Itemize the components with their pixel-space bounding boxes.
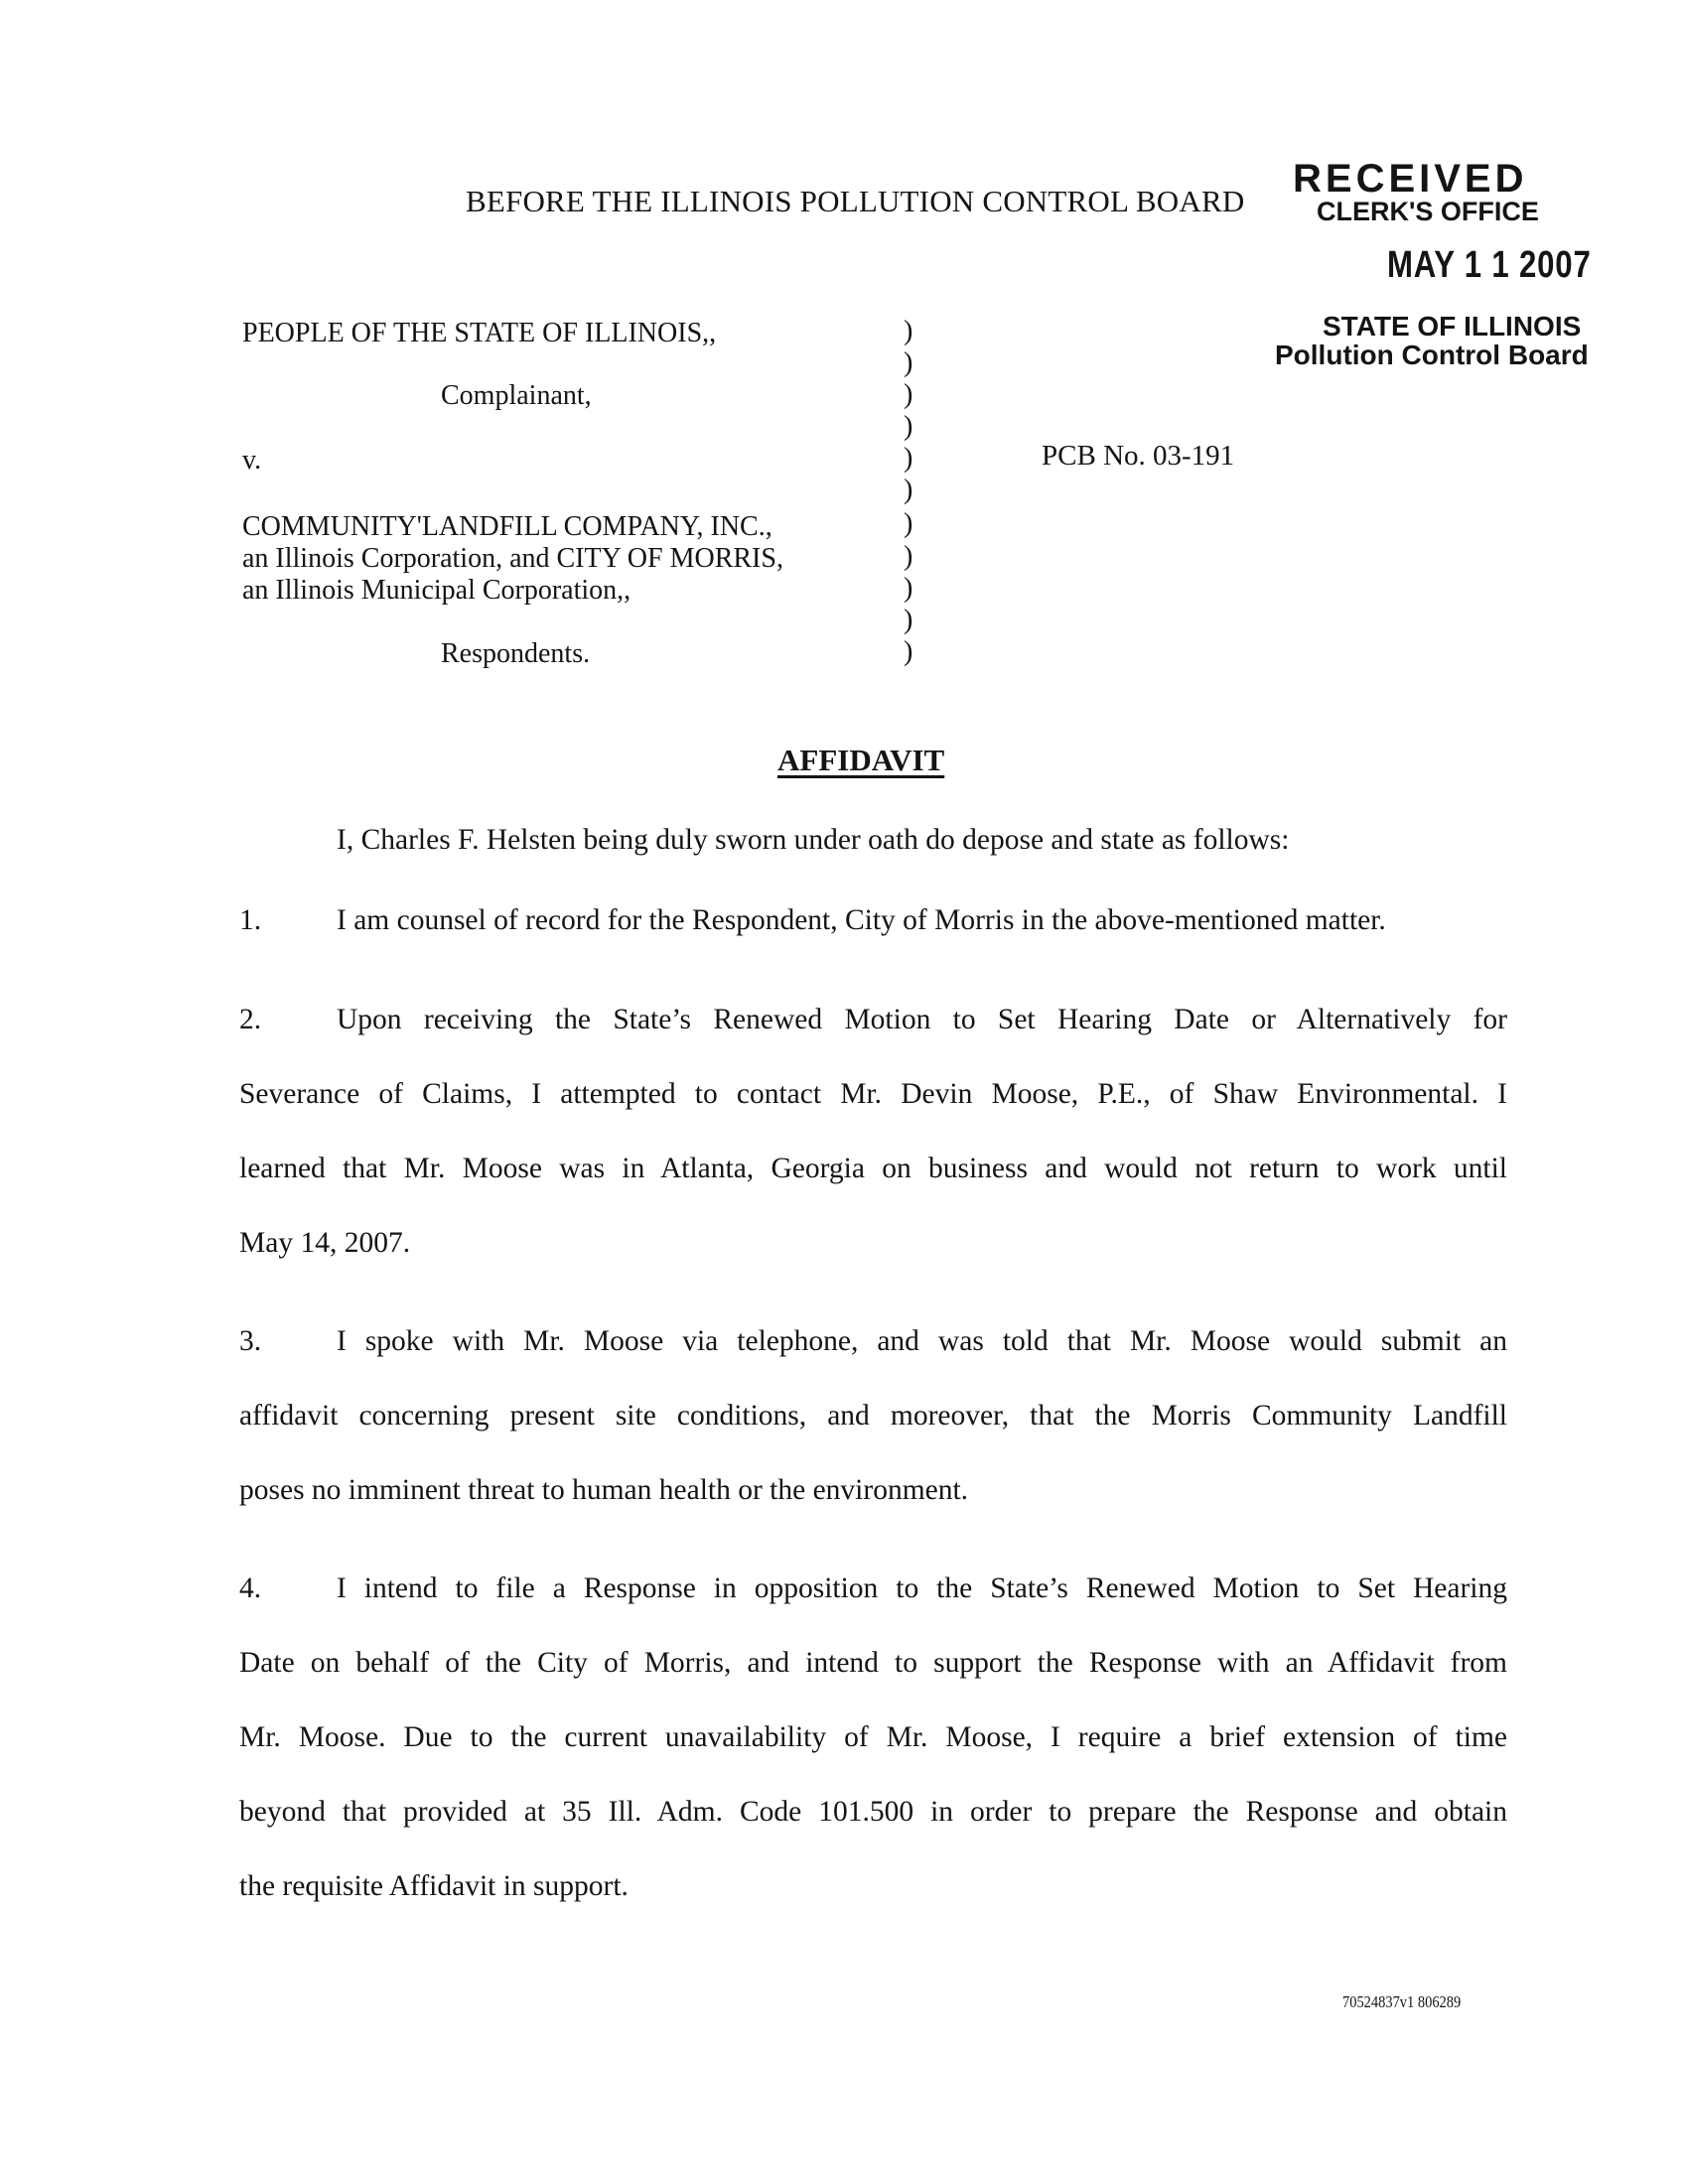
paragraph-line: May 14, 2007. bbox=[239, 1227, 411, 1259]
paragraph-line: beyond that provided at 35 Ill. Adm. Code 101.500 in order to prepare the Response and obtain bbox=[239, 1796, 1507, 1828]
paren: ) bbox=[904, 636, 913, 667]
paragraph-number: 1. bbox=[239, 904, 262, 936]
paren: ) bbox=[904, 475, 913, 505]
paragraph-4 bbox=[239, 1552, 1507, 1924]
paren: ) bbox=[904, 411, 913, 442]
document-title: AFFIDAVIT bbox=[777, 743, 945, 777]
stamp-date-text: MAY 1 1 2007 bbox=[1387, 244, 1592, 286]
paragraph-line: Severance of Claims, I attempted to contact Mr. Devin Moose, P.E., of Shaw Environmental. I bbox=[239, 1078, 1507, 1110]
paren: ) bbox=[904, 316, 913, 346]
respondent-line-1: COMMUNITY'LANDFILL COMPANY, INC., bbox=[242, 511, 772, 542]
paragraph-line: I spoke with Mr. Moose via telephone, and was told that Mr. Moose would submit an bbox=[337, 1325, 1507, 1357]
paragraph-line: I intend to file a Response in opposition to the State’s Renewed Motion to Set Hearing bbox=[337, 1572, 1507, 1604]
paren: ) bbox=[904, 379, 913, 410]
respondent-line-2: an Illinois Corporation, and CITY OF MORRIS, bbox=[242, 543, 783, 574]
paren: ) bbox=[904, 573, 913, 604]
paragraph-line: Upon receiving the State’s Renewed Motion to Set Hearing Date or Alternatively for bbox=[337, 1004, 1507, 1035]
board-heading: BEFORE THE ILLINOIS POLLUTION CONTROL BOARD bbox=[466, 184, 1245, 218]
paren: ) bbox=[904, 347, 913, 378]
paragraph-line: learned that Mr. Moose was in Atlanta, Georgia on business and would not return to work until bbox=[239, 1153, 1507, 1184]
case-number: PCB No. 03-191 bbox=[1042, 440, 1235, 472]
stamp-board-text: Pollution Control Board bbox=[1275, 340, 1589, 370]
paragraph-line: I am counsel of record for the Respondent, City of Morris in the above-mentioned matter. bbox=[337, 904, 1386, 936]
paragraph-line: the requisite Affidavit in support. bbox=[239, 1870, 629, 1902]
paragraph-1 bbox=[239, 884, 1386, 958]
paragraph-3 bbox=[239, 1304, 1507, 1528]
received-stamp bbox=[1259, 157, 1656, 375]
paragraph-number: 4. bbox=[239, 1572, 262, 1604]
respondent-line-3: an Illinois Municipal Corporation,, bbox=[242, 575, 632, 606]
paren: ) bbox=[904, 605, 913, 635]
respondent-role: Respondents. bbox=[441, 638, 591, 669]
stamp-office-text: CLERK'S OFFICE bbox=[1317, 197, 1539, 226]
paren: ) bbox=[904, 508, 913, 539]
document-id: 70524837v1 806289 bbox=[1342, 1992, 1462, 2011]
paragraph-line: Mr. Moose. Due to the current unavailability of Mr. Moose, I require a brief extension of time bbox=[239, 1721, 1507, 1753]
complainant-role: Complainant, bbox=[441, 380, 592, 411]
paragraph-number: 2. bbox=[239, 1004, 262, 1035]
stamp-state-text: STATE OF ILLINOIS bbox=[1323, 311, 1582, 341]
intro-statement: I, Charles F. Helsten being duly sworn under oath do depose and state as follows: bbox=[337, 824, 1290, 856]
complainant-name: PEOPLE OF THE STATE OF ILLINOIS,, bbox=[242, 318, 717, 348]
stamp-received-text: RECEIVED bbox=[1293, 157, 1528, 201]
paren: ) bbox=[904, 443, 913, 474]
versus: v. bbox=[242, 445, 262, 476]
paren: ) bbox=[904, 541, 913, 572]
paragraph-number: 3. bbox=[239, 1325, 262, 1357]
paragraph-line: Date on behalf of the City of Morris, and intend to support the Response with an Affidavit from bbox=[239, 1647, 1507, 1679]
paragraph-line: affidavit concerning present site conditions, and moreover, that the Morris Community Landfill bbox=[239, 1400, 1507, 1432]
paragraph-line: poses no imminent threat to human health or the environment. bbox=[239, 1474, 969, 1506]
paragraph-2 bbox=[239, 983, 1507, 1281]
